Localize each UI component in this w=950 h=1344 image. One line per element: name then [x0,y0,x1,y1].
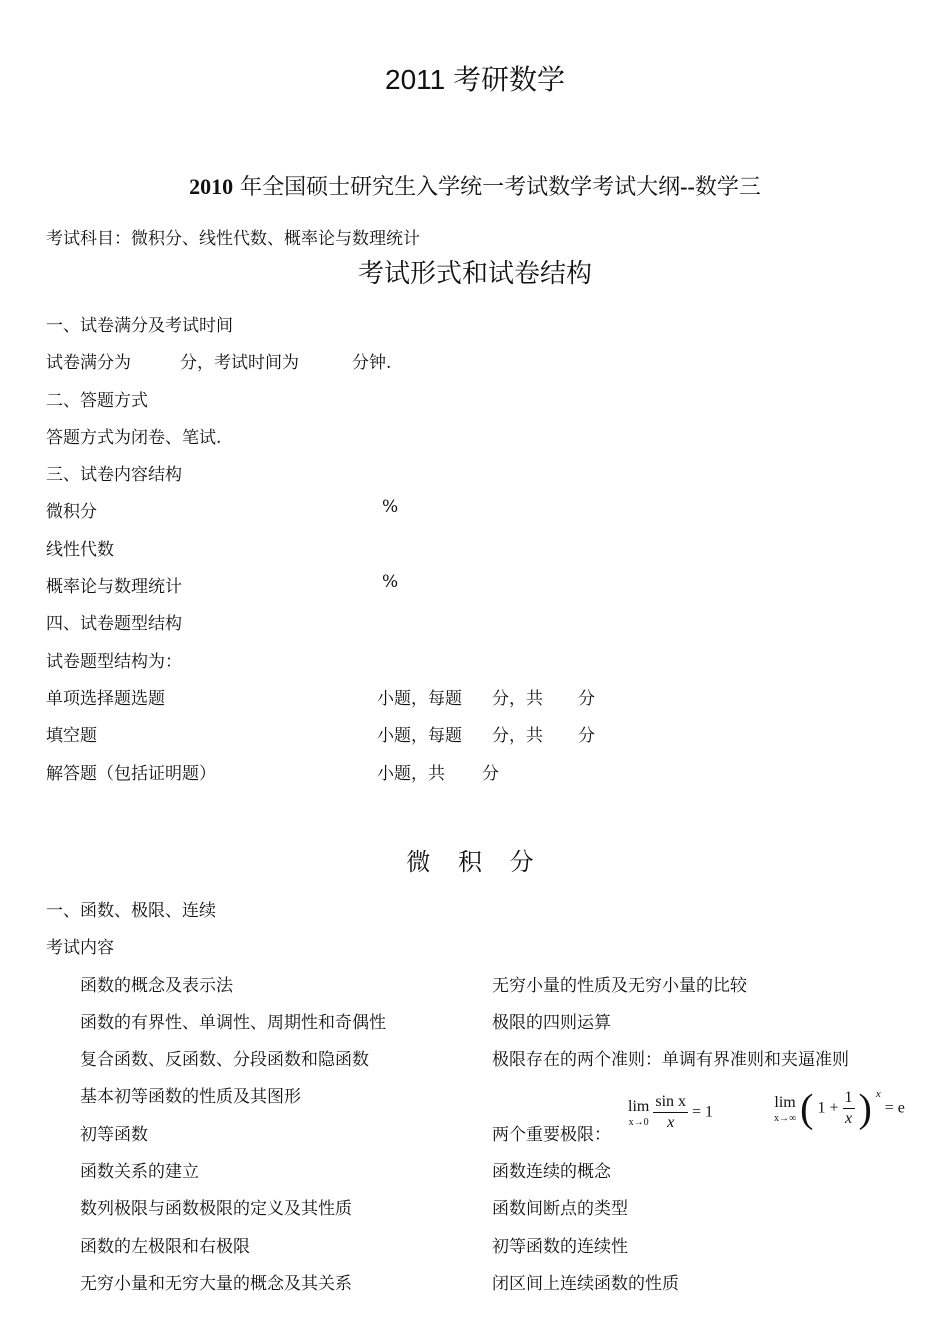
section-title: 考试形式和试卷结构 [357,259,592,289]
topic-right: 初等函数的连续性 [492,1237,628,1257]
topic-left: 基本初等函数的性质及其图形 [80,1087,301,1107]
document-title [0,170,950,201]
formula-rhs: = e [884,1099,905,1117]
formula-denominator: x [844,1110,853,1127]
paren-open: ( [800,1085,814,1131]
heading-answer-method: 二、答题方式 [46,391,148,411]
question-type-a: 小题，每题 [377,689,462,709]
content-pct: % [382,497,399,517]
paren-close: ) [858,1085,872,1131]
question-type-b: 分，共 [492,726,543,746]
formula-lim: lim [774,1093,796,1111]
topic-left: 初等函数 [80,1125,148,1145]
formula-exponent: x [875,1088,881,1100]
limit-formula-sin [628,1092,713,1133]
content-name: 概率论与数理统计 [46,577,182,597]
page-header-title: 2011 考研数学 [385,64,565,95]
topic-left: 函数的概念及表示法 [80,976,233,996]
formula-one: 1 + [817,1099,839,1117]
question-type-c: 分 [578,726,595,746]
title-year: 2010 [189,174,234,199]
formula-denominator: x [667,1114,675,1131]
title-subject: 数学三 [694,175,761,200]
question-type-a: 小题，共 [377,764,445,784]
formula-rhs: = 1 [692,1103,714,1121]
formula-sub: x→∞ [774,1112,797,1124]
question-type-b: 分 [482,764,499,784]
content-name: 微积分 [46,502,97,522]
heading-content-structure: 三、试卷内容结构 [46,465,182,485]
content-name: 线性代数 [46,540,114,560]
question-type-b: 分，共 [492,689,543,709]
topic-right: 极限的四则运算 [492,1013,611,1033]
score-time-c: 分钟. [352,353,392,373]
heading-question-types: 四、试卷题型结构 [46,614,182,634]
topic-left: 数列极限与函数极限的定义及其性质 [80,1199,352,1219]
topic-left: 函数关系的建立 [80,1162,199,1182]
score-time-b: 分，考试时间为 [180,353,299,373]
title-rest: 年全国硕士研究生入学统一考试数学考试大纲 [233,175,681,200]
heading-functions-limits: 一、函数、极限、连续 [46,901,216,921]
topic-left: 函数的有界性、单调性、周期性和奇偶性 [80,1013,386,1033]
exam-content-label: 考试内容 [46,938,114,958]
score-time-a: 试卷满分为 [46,353,131,373]
topic-right: 极限存在的两个准则：单调有界准则和夹逼准则 [492,1050,849,1070]
limit-formula-e [774,1085,905,1131]
question-type-c: 分 [578,689,595,709]
topic-left: 无穷小量和无穷大量的概念及其关系 [80,1274,352,1294]
formula-numerator: sin x [653,1092,688,1113]
title-dash: -- [680,174,695,199]
question-type-name: 解答题（包括证明题） [46,764,216,784]
topic-right: 闭区间上连续函数的性质 [492,1274,679,1294]
calculus-title: 微 积 分 [406,848,544,876]
question-types-intro: 试卷题型结构为： [46,652,182,672]
heading-score-time: 一、试卷满分及考试时间 [46,316,233,336]
question-type-name: 单项选择题选题 [46,689,165,709]
topic-right: 函数间断点的类型 [492,1199,628,1219]
topic-right: 函数连续的概念 [492,1162,611,1182]
formula-sub: x→0 [628,1116,649,1128]
topic-left: 复合函数、反函数、分段函数和隐函数 [80,1050,369,1070]
topic-right: 两个重要极限： [492,1125,611,1145]
exam-subjects: 考试科目：微积分、线性代数、概率论与数理统计 [46,229,420,249]
answer-method: 答题方式为闭卷、笔试. [46,428,222,448]
topic-left: 函数的左极限和右极限 [80,1237,250,1257]
topic-right: 无穷小量的性质及无穷小量的比较 [492,976,747,996]
formula-numerator: 1 [843,1088,855,1109]
formula-lim: lim [628,1097,650,1115]
question-type-a: 小题，每题 [377,726,462,746]
content-pct: % [382,572,399,592]
question-type-name: 填空题 [46,726,97,746]
